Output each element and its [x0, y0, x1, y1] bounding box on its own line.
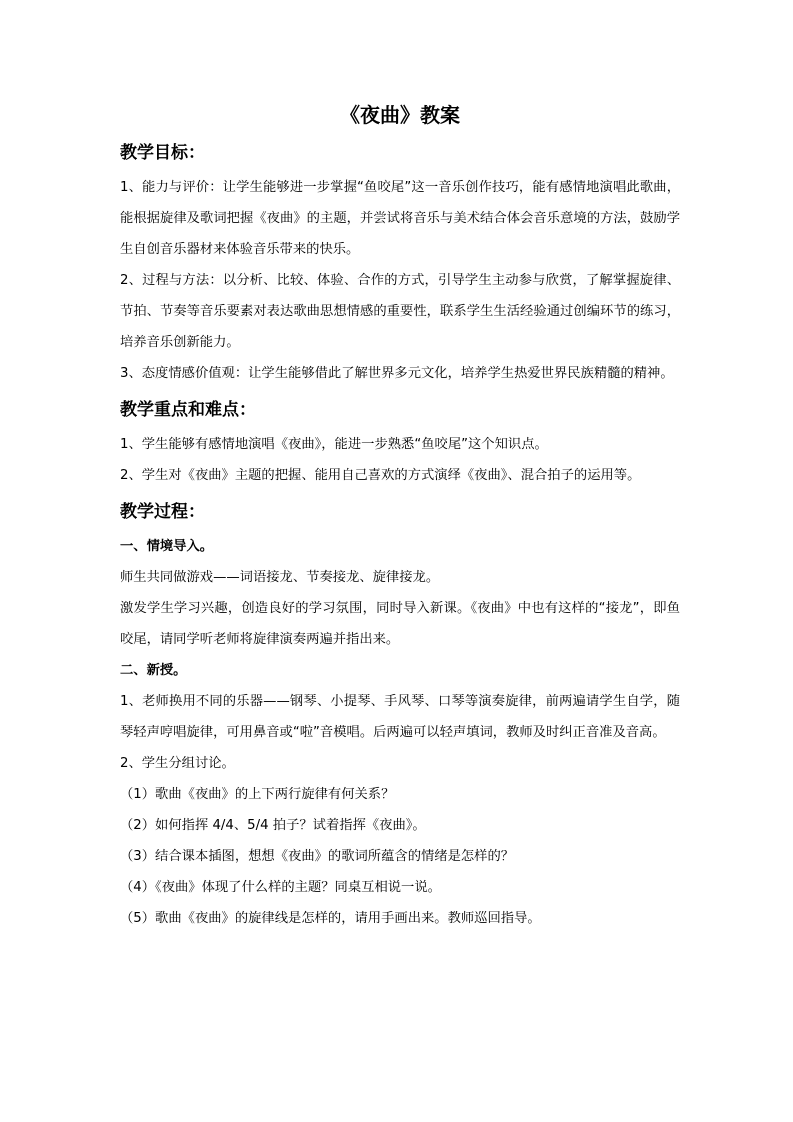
- process-part2-heading: 二、新授。: [120, 663, 187, 678]
- discussion-question-2: （2）如何指挥 4/4、5/4 拍子？试着指挥《夜曲》。: [120, 818, 426, 833]
- discussion-question-1: （1）歌曲《夜曲》的上下两行旋律有何关系？: [120, 787, 395, 802]
- process-part2-paragraph-1: 1、老师换用不同的乐器——钢琴、小提琴、手风琴、口琴等演奏旋律，前两遍请学生自学，随琴轻声哼唱旋律，可用鼻音或“啦”音模唱。后两遍可以轻声填词，教师及时纠正音准及音高。: [120, 694, 680, 740]
- goal-item-1: 1、能力与评价：让学生能够进一步掌握“鱼咬尾”这一音乐创作技巧，能有感情地演唱此歌曲，能根据旋律及歌词把握《夜曲》的主题，并尝试将音乐与美术结合体会音乐意境的方法，鼓励学生自创音乐器材来体验音乐带来的快乐。: [120, 180, 680, 257]
- goal-item-2: 2、过程与方法：以分析、比较、体验、合作的方式，引导学生主动参与欣赏，了解掌握旋律、节拍、节奏等音乐要素对表达歌曲思想情感的重要性，联系学生生活经验通过创编环节的练习，培养音乐创新能力。: [120, 273, 680, 350]
- key-point-item-1: 1、学生能够有感情地演唱《夜曲》，能进一步熟悉“鱼咬尾”这个知识点。: [120, 437, 548, 452]
- key-point-item-2: 2、学生对《夜曲》主题的把握、能用自己喜欢的方式演绎《夜曲》、混合拍子的运用等。: [120, 468, 641, 483]
- document-body: [120, 100, 680, 934]
- process-part1-paragraph-1: 师生共同做游戏——词语接龙、节奏接龙、旋律接龙。: [120, 570, 440, 585]
- process-part1-heading: 一、情境导入。: [120, 539, 214, 554]
- process-part1-paragraph-2: 激发学生学习兴趣，创造良好的学习氛围，同时导入新课。《夜曲》中也有这样的“接龙”，即鱼咬尾，请同学听老师将旋律演奏两遍并指出来。: [120, 601, 680, 647]
- section-heading-process: 教学过程：: [120, 502, 205, 522]
- section-heading-goals: 教学目标：: [120, 143, 205, 163]
- discussion-question-5: （5）歌曲《夜曲》的旋律线是怎样的，请用手画出来。教师巡回指导。: [120, 911, 541, 926]
- section-heading-key-points: 教学重点和难点：: [120, 400, 256, 420]
- goal-item-3: 3、态度情感价值观：让学生能够借此了解世界多元文化，培养学生热爱世界民族精髓的精神。: [120, 366, 674, 381]
- discussion-question-3: （3）结合课本插图，想想《夜曲》的歌词所蕴含的情绪是怎样的？: [120, 849, 515, 864]
- discussion-question-4: （4）《夜曲》体现了什么样的主题？同桌互相说一说。: [120, 880, 441, 895]
- document-title: 《夜曲》教案: [340, 103, 460, 127]
- process-part2-paragraph-2: 2、学生分组讨论。: [120, 756, 235, 771]
